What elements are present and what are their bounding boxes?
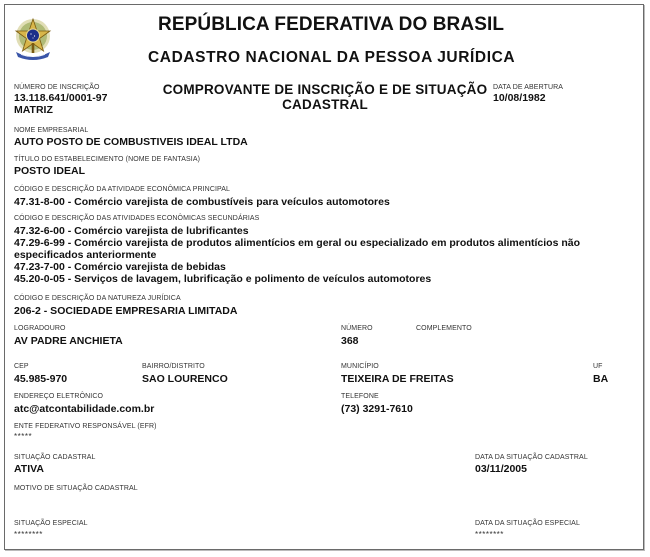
inscricao-label: NÚMERO DE INSCRIÇÃO: [14, 84, 100, 91]
cep-value: 45.985-970: [14, 373, 68, 385]
list-item: 47.23-7-00 - Comércio varejista de bebidas: [14, 261, 226, 273]
data-situacao-especial-label: DATA DA SITUAÇÃO ESPECIAL: [475, 520, 580, 527]
data-situacao-value: 03/11/2005: [475, 463, 527, 475]
uf-value: BA: [593, 373, 609, 385]
abertura-label: DATA DE ABERTURA: [493, 84, 564, 91]
atividades-secundarias-list: [14, 225, 580, 285]
numero-value: 368: [341, 335, 359, 347]
efr-label: ENTE FEDERATIVO RESPONSÁVEL (EFR): [14, 423, 157, 430]
atividade-principal-label: CÓDIGO E DESCRIÇÃO DA ATIVIDADE ECONÔMICA PRINCIPAL: [14, 186, 231, 193]
page-subtitle: CADASTRO NACIONAL DA PESSOA JURÍDICA: [148, 49, 516, 66]
abertura-value: 10/08/1982: [493, 92, 546, 104]
list-item: especificados anteriormente: [14, 249, 157, 261]
fantasia-value: POSTO IDEAL: [14, 165, 85, 177]
fantasia-label: TÍTULO DO ESTABELECIMENTO (NOME DE FANTASIA): [14, 156, 201, 163]
telefone-label: TELEFONE: [341, 393, 379, 400]
email-value: atc@atcontabilidade.com.br: [14, 403, 155, 415]
situacao-value: ATIVA: [14, 463, 44, 475]
nome-empresarial-label: NOME EMPRESARIAL: [14, 127, 89, 134]
situacao-especial-value: ********: [14, 530, 43, 539]
document-title-line2: CADASTRAL: [282, 97, 368, 112]
document-title: [160, 82, 490, 112]
list-item: 47.32-6-00 - Comércio varejista de lubrificantes: [14, 225, 249, 237]
logradouro-value: AV PADRE ANCHIETA: [14, 335, 123, 347]
natureza-juridica-label: CÓDIGO E DESCRIÇÃO DA NATUREZA JURÍDICA: [14, 295, 181, 302]
logradouro-label: LOGRADOURO: [14, 325, 66, 332]
email-label: ENDEREÇO ELETRÔNICO: [14, 393, 104, 400]
efr-value: *****: [14, 432, 33, 441]
municipio-value: TEIXEIRA DE FREITAS: [341, 373, 454, 385]
situacao-label: SITUAÇÃO CADASTRAL: [14, 454, 96, 461]
situacao-especial-label: SITUAÇÃO ESPECIAL: [14, 520, 88, 527]
list-item: 47.29-6-99 - Comércio varejista de produtos alimentícios em geral ou especializado em produtos alimentícios não: [14, 237, 581, 249]
data-situacao-label: DATA DA SITUAÇÃO CADASTRAL: [475, 454, 588, 461]
cep-label: CEP: [14, 363, 29, 370]
municipio-label: MUNICÍPIO: [341, 363, 379, 370]
atividades-secundarias-label: CÓDIGO E DESCRIÇÃO DAS ATIVIDADES ECONÔMICAS SECUNDÁRIAS: [14, 215, 260, 222]
bairro-value: SAO LOURENCO: [142, 373, 228, 385]
nome-empresarial-value: AUTO POSTO DE COMBUSTIVEIS IDEAL LTDA: [14, 136, 248, 148]
complemento-label: COMPLEMENTO: [416, 325, 472, 332]
matriz-value: MATRIZ: [14, 104, 53, 116]
natureza-juridica-value: 206-2 - SOCIEDADE EMPRESARIA LIMITADA: [14, 305, 238, 317]
document-title-line1: COMPROVANTE DE INSCRIÇÃO E DE SITUAÇÃO: [162, 82, 488, 97]
data-situacao-especial-value: ********: [475, 530, 504, 539]
atividade-principal-value: 47.31-8-00 - Comércio varejista de combustíveis para veículos automotores: [14, 196, 390, 208]
cnpj-value: 13.118.641/0001-97: [14, 92, 108, 104]
list-item: 45.20-0-05 - Serviços de lavagem, lubrificação e polimento de veículos automotores: [14, 273, 432, 285]
uf-label: UF: [593, 363, 603, 370]
motivo-label: MOTIVO DE SITUAÇÃO CADASTRAL: [14, 485, 138, 492]
brazil-coat-of-arms-icon: [13, 17, 53, 61]
telefone-value: (73) 3291-7610: [341, 403, 413, 415]
page-title: REPÚBLICA FEDERATIVA DO BRASIL: [158, 14, 505, 35]
bairro-label: BAIRRO/DISTRITO: [142, 363, 205, 370]
numero-label: NÚMERO: [341, 325, 373, 332]
